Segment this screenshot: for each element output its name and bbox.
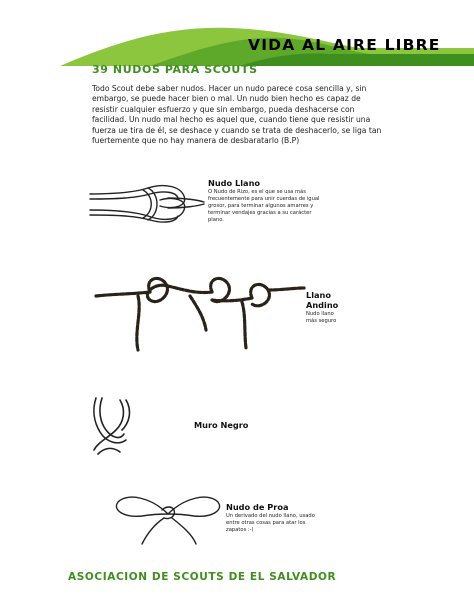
knot-description-nudo-de-proa: Un derivado del nudo llano, usado entre otras cosas para atar los zapatos :-) xyxy=(226,513,315,534)
bow-knot-illustration xyxy=(112,486,226,546)
knot-title-muro-negro: Muro Negro xyxy=(194,420,249,430)
andean-knot-illustration xyxy=(94,272,306,352)
reef-knot-illustration xyxy=(88,180,206,230)
knot-description-llano-andino: Nudo llano más seguro xyxy=(306,311,337,325)
knot-title-llano-andino-line1: Llano xyxy=(306,290,332,300)
knot-title-llano-andino-line2: Andino xyxy=(306,300,339,310)
footer-organization: ASOCIACION DE SCOUTS DE EL SALVADOR xyxy=(68,571,337,583)
knot-title-nudo-de-proa: Nudo de Proa xyxy=(226,502,289,512)
intro-paragraph: Todo Scout debe saber nudos. Hacer un nudo parece cosa sencilla y, sin embargo, se puede hacer bien o mal. Un nudo bien hecho es capaz de resistir cualquier esfuerzo y que sin embargo, pueda deshacerse con facilidad. Un nudo mal hecho es aquel que, cuando tiene que resistir una fuerza ue tira de él, se deshace y cuando se trata de deshacerlo, se liga tan fuertemente que no hay manera de desbaratarlo (B.P) xyxy=(92,84,382,146)
document-title: 39 NUDOS PARA SCOUTS xyxy=(92,63,258,76)
wall-knot-illustration xyxy=(90,396,134,458)
knot-title-nudo-llano: Nudo Llano xyxy=(208,178,261,188)
knot-description-nudo-llano: O Nudo de Rizo, es el que se usa más frecuentemente para unir cuerdas de igual grosor, para terminar algunos amarres y terminar vendajes gracias a su carácter plano. xyxy=(208,189,320,224)
brand-title: VIDA AL AIRE LIBRE xyxy=(248,36,441,54)
